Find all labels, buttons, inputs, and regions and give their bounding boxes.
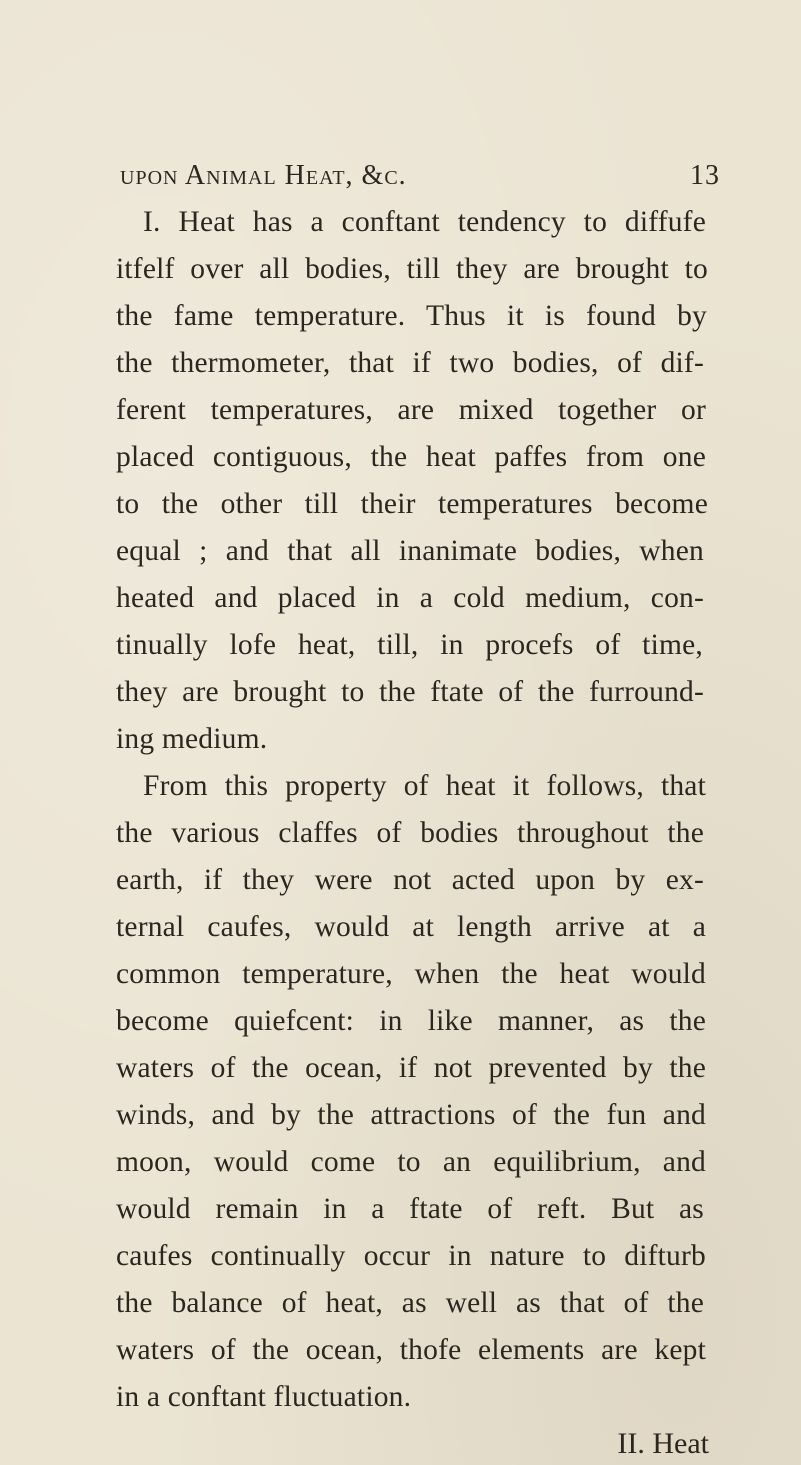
text-line: the various claffes of bodies throughout the (116, 817, 704, 849)
text-line: to the other till their temperatures become (116, 488, 708, 520)
page-number: 13 (690, 160, 720, 191)
text-line: ternal caufes, would at length arrive at a (116, 911, 706, 943)
text-line: in a conftant fluctuation. (116, 1381, 412, 1413)
running-head-title: upon Animal Heat, &c. (120, 160, 407, 191)
text-line: caufes continually occur in nature to difturb (116, 1240, 706, 1272)
text-line: waters of the ocean, thofe elements are kept (116, 1334, 706, 1366)
text-line: waters of the ocean, if not prevented by the (116, 1052, 706, 1084)
text-line: become quiefcent: in like manner, as the (116, 1005, 706, 1037)
text-line: the fame temperature. Thus it is found by (116, 300, 707, 332)
text-line: From this property of heat it follows, that (143, 770, 706, 802)
text-line: ferent temperatures, are mixed together or (116, 394, 706, 426)
text-line: would remain in a ftate of reft. But as (116, 1193, 704, 1225)
text-line: winds, and by the attractions of the fun and (116, 1099, 706, 1131)
text-line: common temperature, when the heat would (116, 958, 706, 990)
text-line: earth, if they were not acted upon by ex- (116, 864, 704, 896)
text-line: the thermometer, that if two bodies, of dif- (116, 347, 704, 379)
text-line: tinually lofe heat, till, in procefs of time, (116, 629, 703, 661)
text-line: moon, would come to an equilibrium, and (116, 1146, 706, 1178)
catchword: II. Heat (617, 1427, 709, 1460)
text-line: they are brought to the ftate of the furround- (116, 676, 704, 708)
text-line: the balance of heat, as well as that of the (116, 1287, 704, 1319)
text-line: heated and placed in a cold medium, con- (116, 582, 704, 614)
text-line: itfelf over all bodies, till they are brought to (116, 253, 708, 285)
text-line: placed contiguous, the heat paffes from one (116, 441, 706, 473)
running-head (120, 160, 720, 204)
text-line: ing medium. (116, 723, 268, 755)
text-line: equal ; and that all inanimate bodies, when (116, 535, 704, 567)
text-line: I. Heat has a conftant tendency to diffufe (143, 206, 706, 238)
